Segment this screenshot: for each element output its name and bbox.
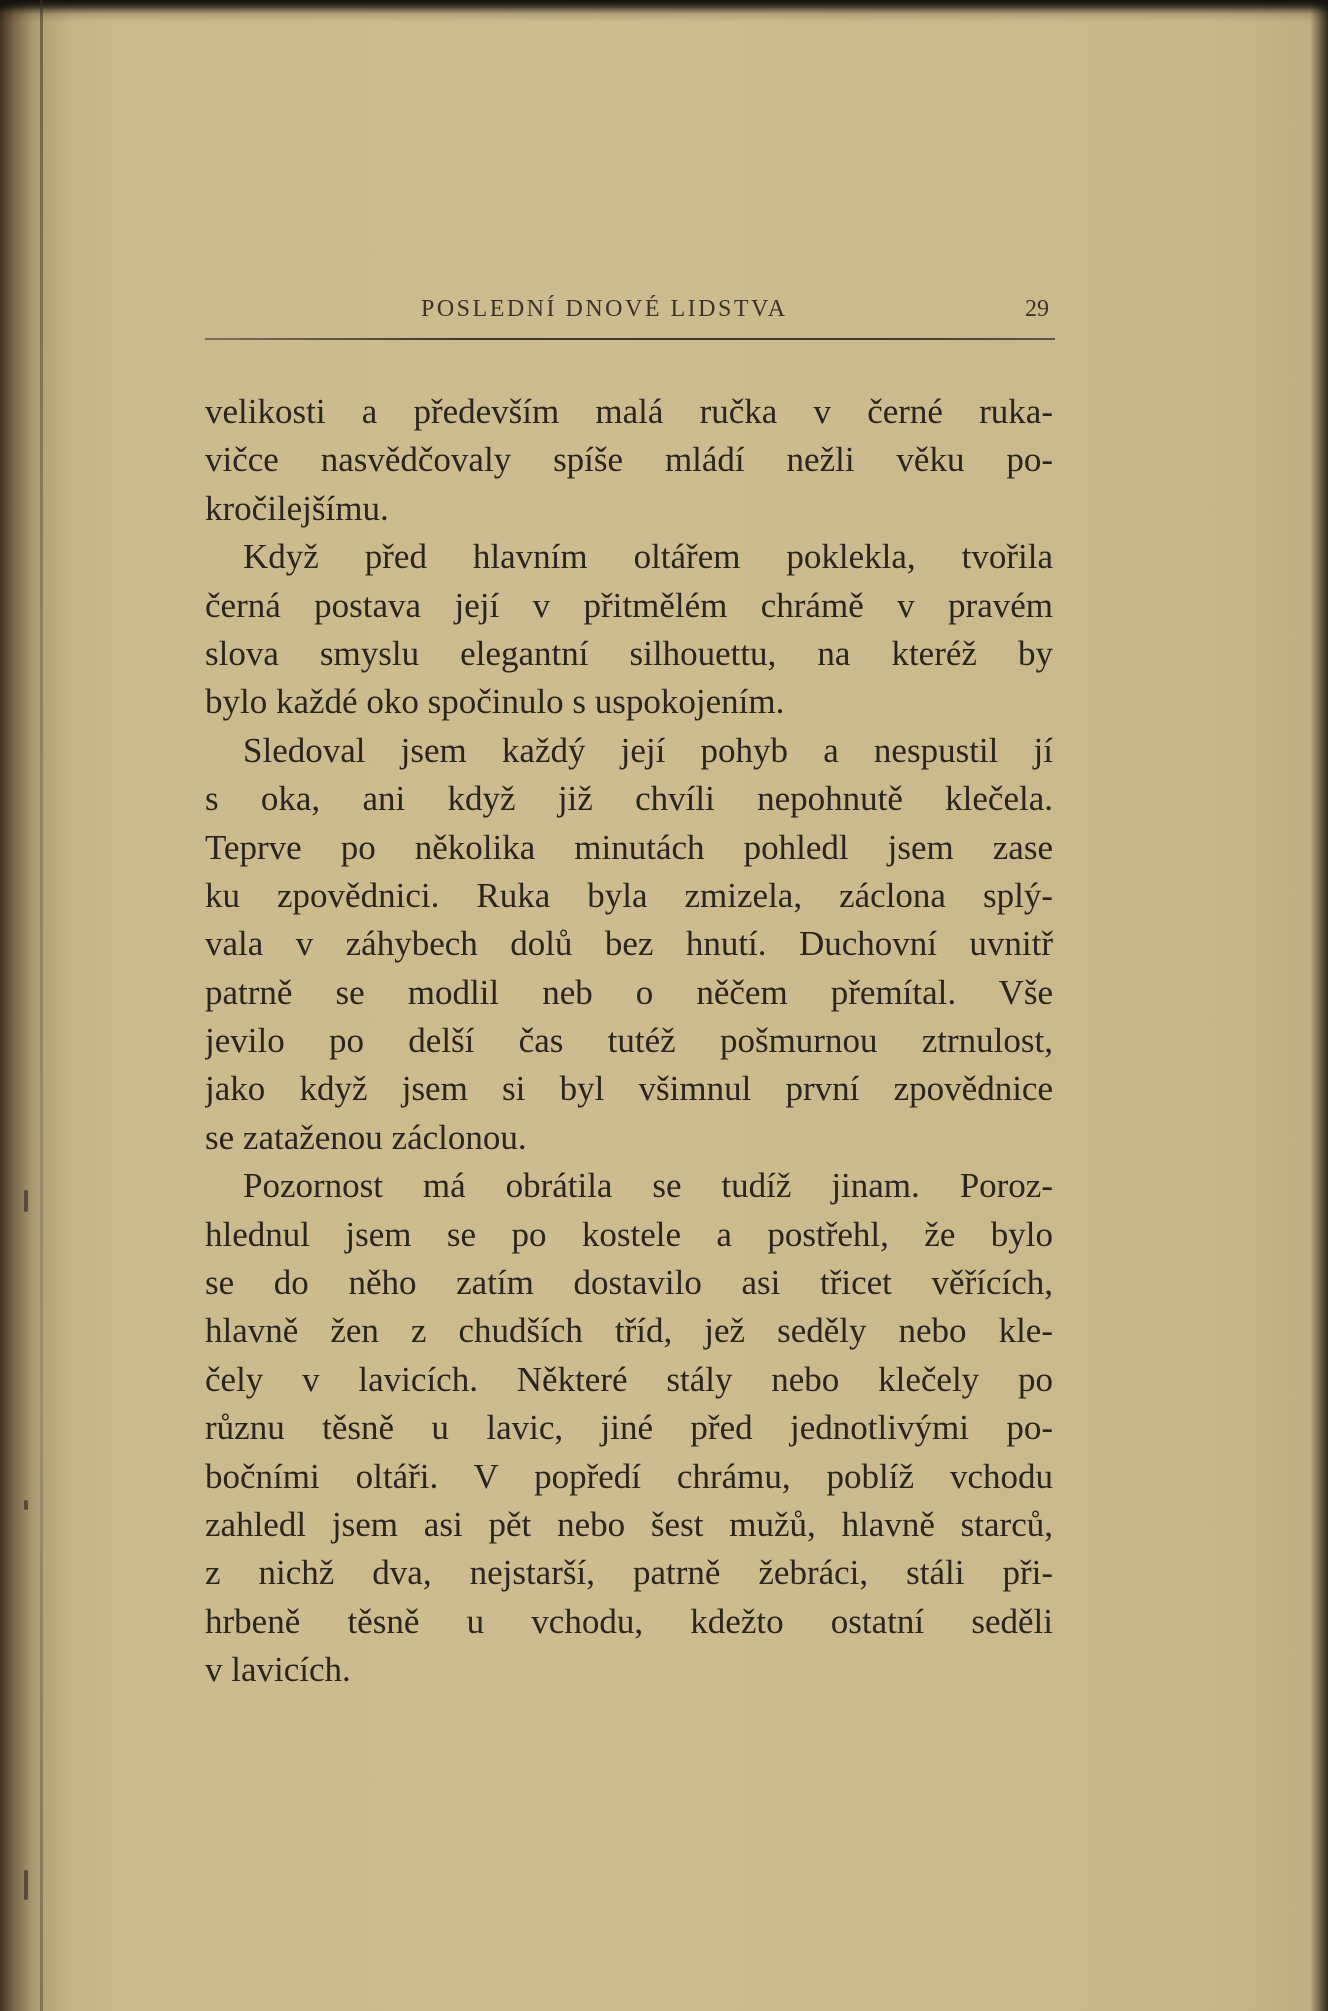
text-line: slova smyslu elegantní silhouettu, na kteréž by	[205, 633, 1053, 673]
text-line: z nichž dva, nejstarší, patrně žebráci, stáli při-	[205, 1553, 1053, 1593]
header-rule	[205, 338, 1055, 340]
text-line: v lavicích.	[205, 1650, 351, 1690]
text-line: jako když jsem si byl všimnul první zpovědnice	[205, 1069, 1053, 1109]
text-line: vala v záhybech dolů bez hnutí. Duchovní uvnitř	[205, 924, 1053, 964]
text-line: s oka, ani když již chvíli nepohnutě klečela.	[205, 779, 1053, 819]
text-line: jevilo po delší čas tutéž pošmurnou ztrnulost,	[205, 1021, 1053, 1061]
text-line: hrbeně těsně u vchodu, kdežto ostatní seděli	[205, 1601, 1053, 1641]
text-line: vičce nasvědčovaly spíše mládí nežli věku po-	[205, 440, 1053, 480]
text-line: různu těsně u lavic, jiné před jednotlivými po-	[205, 1408, 1053, 1448]
margin-speck	[24, 1500, 28, 1510]
text-line: černá postava její v přitmělém chrámě v pravém	[205, 585, 1053, 625]
text-line: kročilejšímu.	[205, 488, 389, 528]
text-line: Když před hlavním oltářem poklekla, tvořila	[243, 537, 1053, 577]
text-line: Teprve po několika minutách pohledl jsem zase	[205, 827, 1053, 867]
margin-speck	[24, 1190, 28, 1212]
text-line: bylo každé oko spočinulo s uspokojením.	[205, 682, 785, 722]
text-line: Sledoval jsem každý její pohyb a nespustil jí	[243, 730, 1053, 770]
text-line: hlednul jsem se po kostele a postřehl, že bylo	[205, 1214, 1053, 1254]
text-line: Pozornost má obrátila se tudíž jinam. Poroz-	[243, 1166, 1053, 1206]
text-line: zahledl jsem asi pět nebo šest mužů, hlavně starců,	[205, 1504, 1053, 1544]
body-text	[205, 388, 1053, 1695]
margin-speck	[24, 1870, 28, 1900]
text-line: velikosti a především malá ručka v černé ruka-	[205, 392, 1053, 431]
text-line: ku zpovědnici. Ruka byla zmizela, záclona splý-	[205, 875, 1053, 915]
text-line: se zataženou záclonou.	[205, 1117, 527, 1157]
text-line: čely v lavicích. Některé stály nebo klečely po	[205, 1359, 1053, 1399]
text-line: hlavně žen z chudších tříd, jež seděly nebo kle-	[205, 1311, 1053, 1351]
text-line: patrně se modlil neb o něčem přemítal. Vše	[205, 972, 1053, 1012]
text-line: bočními oltáři. V popředí chrámu, poblíž vchodu	[205, 1456, 1053, 1496]
running-header	[205, 296, 1055, 340]
page-number: 29	[1025, 296, 1049, 322]
page-top-shadow	[0, 0, 1328, 14]
running-title: POSLEDNÍ DNOVÉ LIDSTVA	[421, 296, 788, 322]
binding-gutter	[40, 0, 43, 2011]
text-line: se do něho zatím dostavilo asi třicet věřících,	[205, 1263, 1053, 1303]
